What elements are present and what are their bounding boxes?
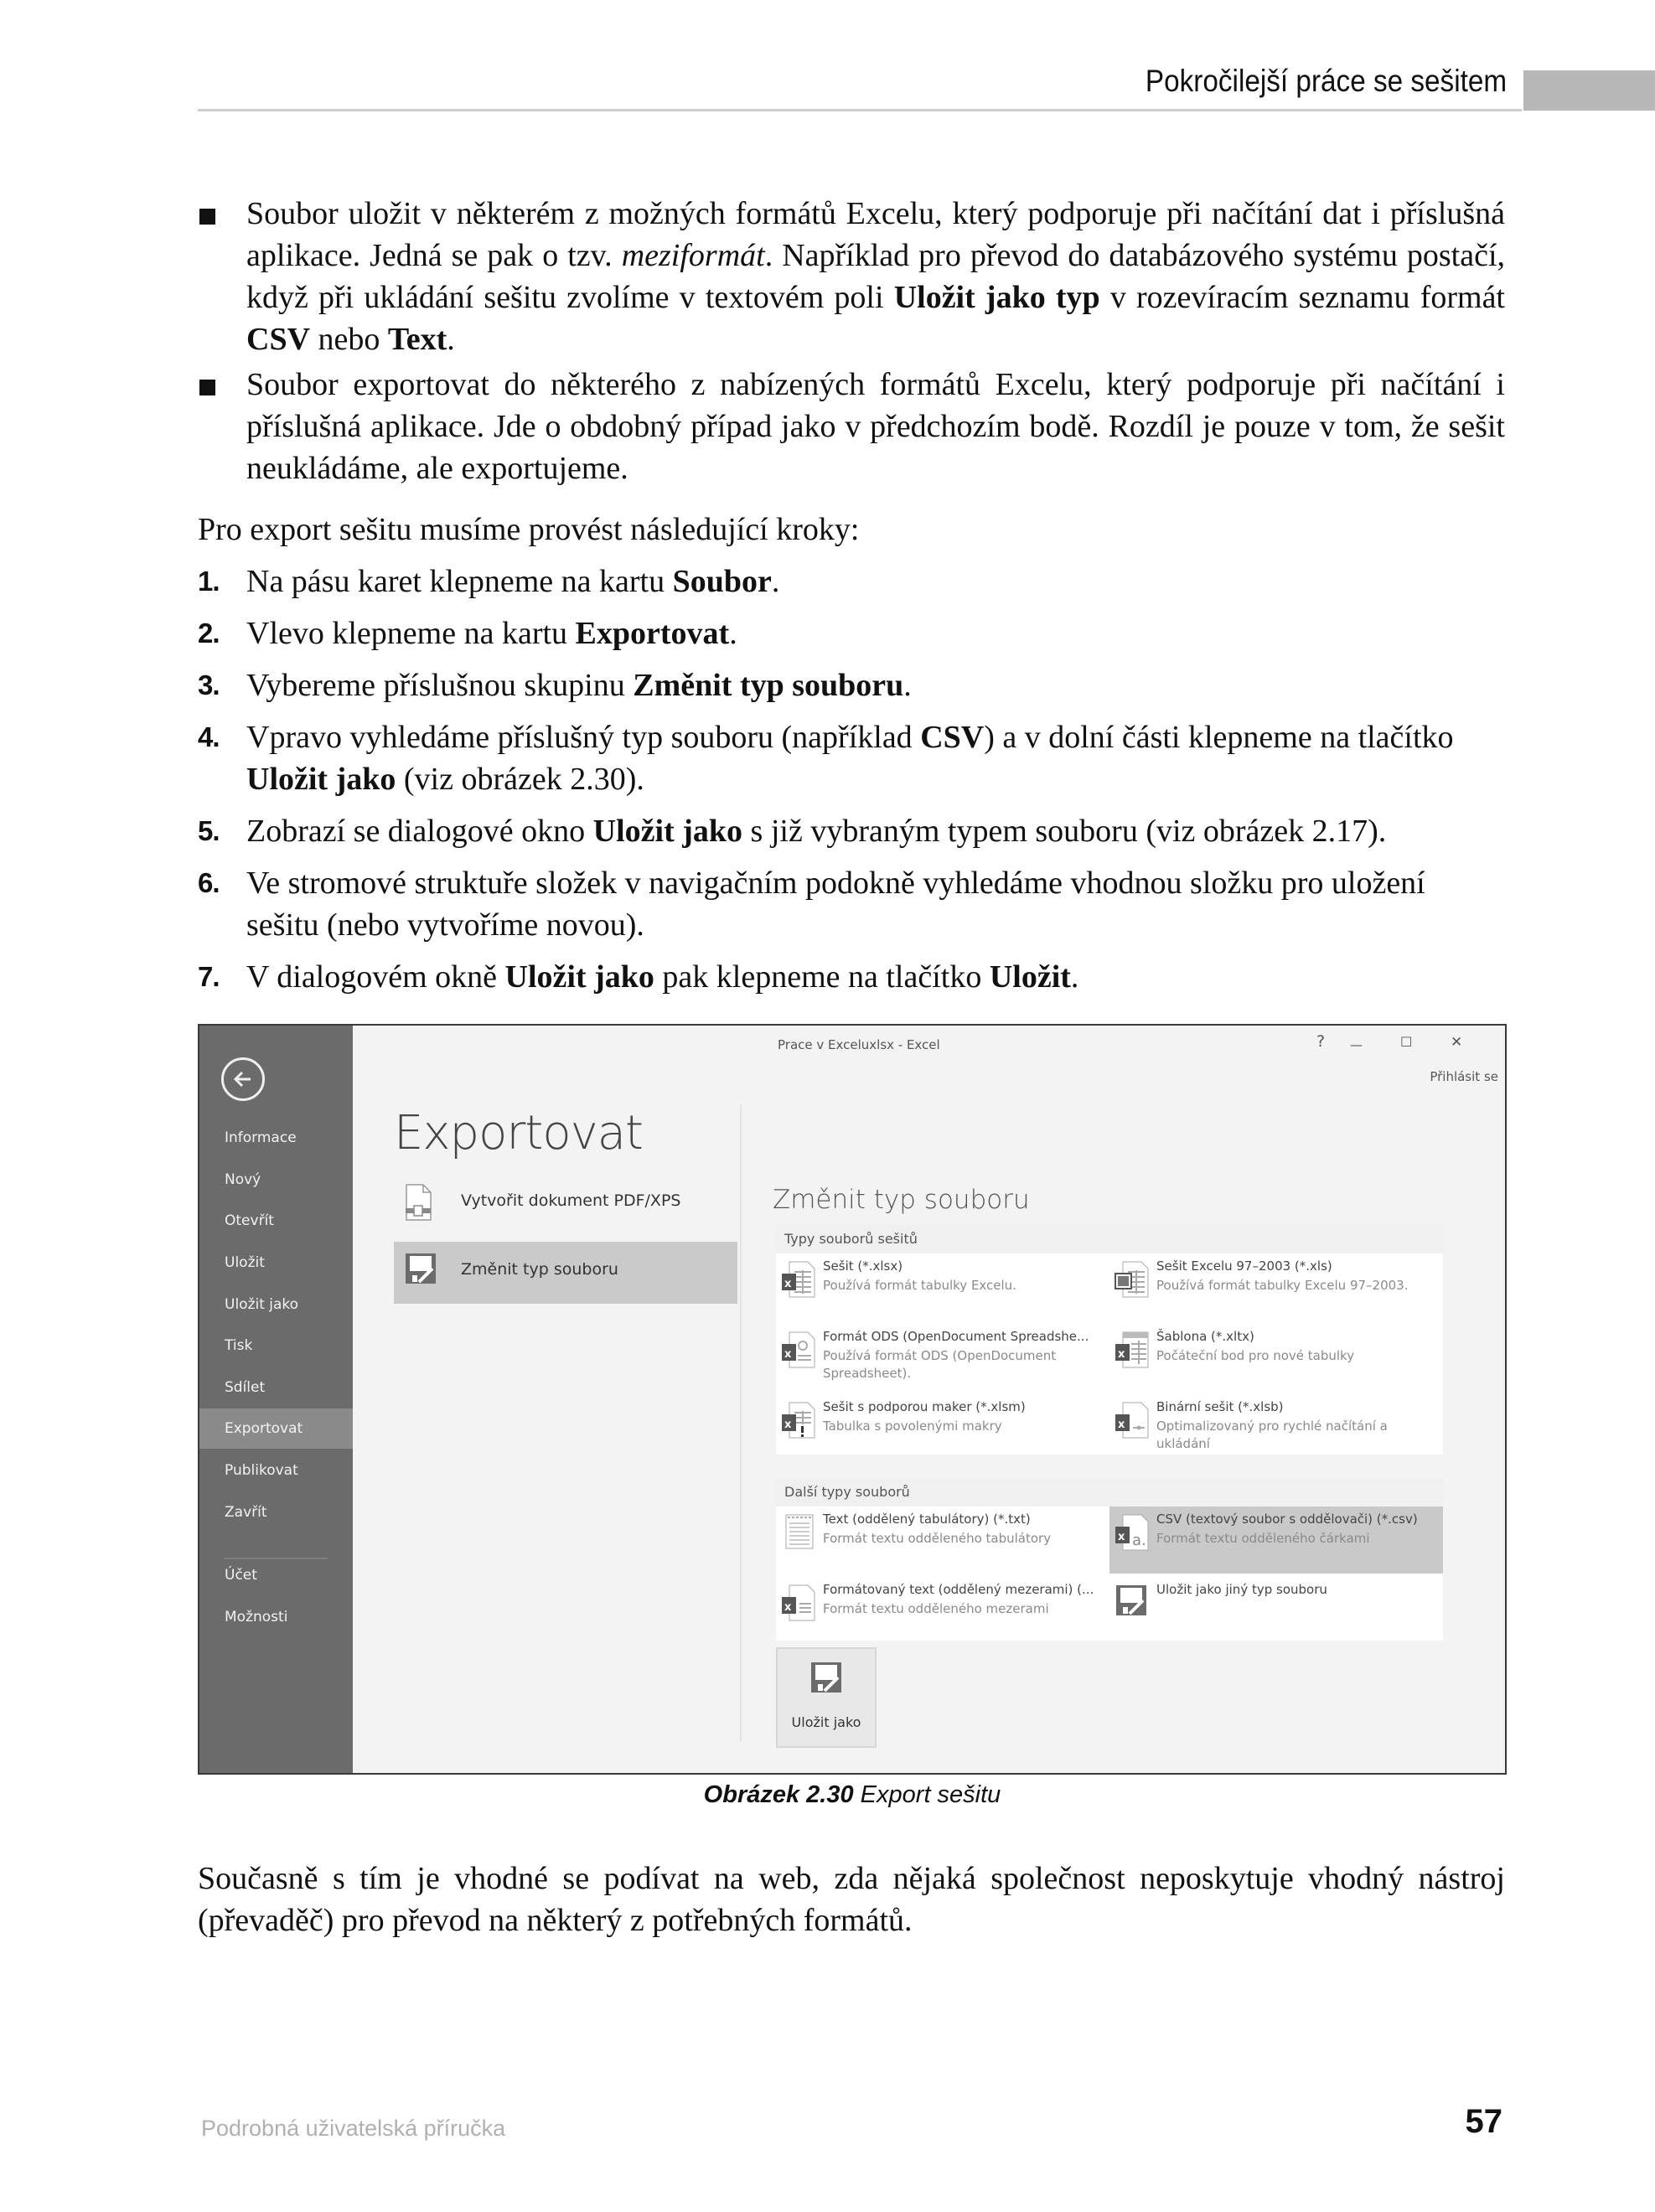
file-type-desc: Počáteční bod pro nové tabulky [1156, 1348, 1355, 1363]
window-title-bar [353, 1026, 1505, 1084]
save-as-icon [809, 1661, 843, 1698]
step-text [246, 616, 737, 651]
text-run: Zobrazí se dialogové okno [246, 814, 593, 849]
svg-text:x: x [1118, 1419, 1125, 1431]
header-rule [198, 109, 1522, 111]
italic-term: meziformát [621, 238, 765, 273]
file-type-name: Šablona (*.xltx) [1156, 1329, 1254, 1344]
text-run: . [771, 564, 780, 599]
bold-term: Uložit jako [504, 959, 654, 995]
save-as-button-label: Uložit jako [791, 1714, 861, 1730]
help-button[interactable]: ? [1316, 1032, 1326, 1051]
file-type-name: Binární sešit (*.xlsb) [1156, 1399, 1284, 1414]
step-number: 6. [198, 867, 220, 898]
nav-item-publikovat[interactable]: Publikovat [225, 1462, 298, 1479]
step-number: 5. [198, 815, 220, 846]
minimize-button[interactable]: — [1350, 1037, 1363, 1052]
back-button[interactable] [221, 1057, 265, 1101]
export-option-label: Změnit typ souboru [461, 1260, 618, 1279]
step-item [198, 561, 1505, 602]
file-type-name: Sešit (*.xlsx) [823, 1258, 903, 1274]
step-item [198, 716, 1505, 800]
bullet-text [246, 196, 1505, 357]
caption-text: Export sešitu [853, 1781, 1001, 1808]
file-type-xltx[interactable] [1109, 1324, 1443, 1391]
svg-text:x: x [784, 1348, 792, 1361]
backstage-nav [199, 1026, 353, 1773]
file-type-name: CSV (textový soubor s oddělovači) (*.csv) [1156, 1512, 1418, 1527]
text-run: pak klepneme na tlačítko [654, 959, 990, 995]
file-type-name: Formátovaný text (oddělený mezerami) (... [823, 1582, 1094, 1597]
text-run: Soubor exportovat do některého z nabízených formátů Excelu, který podporuje při načítání i příslušná aplikace. Jde o obdobný případ jako v předchozím bodě. Rozdíl je pouze v tom, že sešit neukládáme, ale exportujeme. [246, 367, 1505, 486]
nav-item-zavrit[interactable]: Zavřít [225, 1504, 267, 1521]
pdf-document-icon [404, 1183, 432, 1225]
nav-item-informace[interactable]: Informace [225, 1129, 297, 1146]
nav-item-novy[interactable]: Nový [225, 1171, 261, 1188]
step-number: 1. [198, 566, 220, 597]
file-type-desc: Používá formát tabulky Excelu. [823, 1278, 1016, 1293]
text-run: Ve stromové struktuře složek v navigačním podokně vyhledáme vhodnou složku pro uložení sešitu (nebo vytvoříme novou). [246, 866, 1425, 943]
file-type-desc: Formát textu odděleného mezerami [823, 1601, 1049, 1616]
file-type-xlsm[interactable] [776, 1394, 1109, 1461]
change-type-heading: Změnit typ souboru [773, 1185, 1030, 1215]
file-type-desc: Optimalizovaný pro rychlé načítání a ukládání [1156, 1419, 1388, 1451]
text-run: v rozevíracím seznamu formát [1099, 280, 1505, 315]
file-type-xlsb[interactable] [1109, 1394, 1443, 1461]
formatted-text-icon [781, 1584, 816, 1625]
step-item [198, 612, 1505, 654]
binary-workbook-icon [1115, 1401, 1150, 1443]
text-run: s již vybraným typem souboru (viz obrázek 2.17). [742, 814, 1387, 849]
file-type-name: Formát ODS (OpenDocument Spreadshe... [823, 1329, 1089, 1344]
file-type-prn[interactable] [776, 1577, 1109, 1644]
step-text [246, 959, 1078, 995]
export-option-change-file-type[interactable] [394, 1242, 737, 1304]
backstage-page-heading: Exportovat [394, 1106, 643, 1160]
group-workbook-types [776, 1253, 1443, 1455]
nav-item-ucet[interactable]: Účet [225, 1567, 257, 1584]
file-type-csv[interactable] [1109, 1507, 1443, 1574]
svg-text:x: x [1118, 1531, 1125, 1543]
bold-term: Exportovat [575, 616, 730, 651]
bullet-list [198, 193, 1505, 489]
step-item [198, 956, 1505, 998]
excel-workbook-icon [781, 1260, 816, 1302]
square-bullet-icon [199, 380, 215, 395]
excel-template-icon [1115, 1331, 1150, 1372]
running-header [198, 59, 1655, 111]
text-run: (viz obrázek 2.30). [396, 762, 644, 797]
file-type-name: Sešit Excelu 97–2003 (*.xls) [1156, 1258, 1332, 1274]
square-bullet-icon [199, 209, 215, 225]
maximize-button[interactable]: ☐ [1400, 1034, 1413, 1050]
svg-text:x: x [784, 1601, 792, 1614]
caption-label: Obrázek 2.30 [703, 1781, 854, 1808]
text-run: Vpravo vyhledáme příslušný typ souboru (například [246, 720, 921, 755]
step-text [246, 814, 1386, 849]
save-as-button[interactable] [776, 1647, 877, 1748]
file-type-desc: Používá formát tabulky Excelu 97–2003. [1156, 1278, 1409, 1293]
text-run: nebo [310, 322, 388, 357]
bold-term: CSV [246, 322, 311, 357]
bold-term: Uložit jako typ [893, 280, 1100, 315]
bold-term: Uložit jako [592, 814, 743, 849]
export-option-label: Vytvořit dokument PDF/XPS [461, 1191, 681, 1210]
text-run: Vlevo klepneme na kartu [246, 616, 576, 651]
steps-intro: Pro export sešitu musíme provést následující kroky: [198, 512, 860, 547]
group-header-workbook-types: Typy souborů sešitů [776, 1225, 1443, 1253]
text-run: . [1070, 959, 1079, 995]
step-item [198, 810, 1505, 852]
nav-item-sdilet[interactable]: Sdílet [225, 1379, 266, 1396]
file-type-xlsx[interactable] [776, 1253, 1109, 1320]
bullet-item [198, 364, 1505, 489]
closing-paragraph: Současně s tím je vhodné se podívat na web, zda nějaká společnost neposkytuje vhodný nástroj (převaděč) pro převod na některý z potřebných formátů. [198, 1861, 1505, 1938]
file-type-name: Text (oddělený tabulátory) (*.txt) [823, 1512, 1031, 1527]
pane-divider [740, 1105, 742, 1742]
file-type-xls[interactable] [1109, 1253, 1443, 1320]
step-item [198, 862, 1505, 946]
file-type-desc: Formát textu odděleného tabulátory [823, 1531, 1052, 1546]
bullet-text [246, 367, 1505, 486]
group-header-other-types: Další typy souborů [776, 1478, 1443, 1507]
bold-term: CSV [920, 720, 985, 755]
close-button[interactable]: ✕ [1451, 1034, 1463, 1051]
sign-in-link[interactable]: Přihlásit se [1430, 1069, 1498, 1084]
file-type-name: Sešit s podporou maker (*.xlsm) [823, 1399, 1026, 1414]
text-run: . [729, 616, 737, 651]
text-run: . [447, 322, 455, 357]
nav-item-exportovat[interactable]: Exportovat [199, 1408, 353, 1449]
window-title: Prace v Exceluxlsx - Excel [778, 1037, 940, 1052]
step-text [246, 668, 912, 703]
file-type-name: Uložit jako jiný typ souboru [1156, 1582, 1327, 1597]
text-run: Soubor uložit v některém z možných formátů Excelu, který podporuje při načítání dat i příslušná aplikace. Jedná se pak o tzv. [246, 196, 1505, 273]
text-run: ) a v dolní části klepneme na tlačítko [984, 720, 1454, 755]
steps-section [198, 509, 1505, 998]
svg-text:x: x [784, 1419, 792, 1431]
file-type-desc: Používá formát ODS (OpenDocument Spreadsheet). [823, 1348, 1057, 1381]
step-text [246, 720, 1454, 797]
bold-term: Změnit typ souboru [633, 668, 904, 703]
svg-text:x: x [1118, 1348, 1125, 1361]
bold-term: Soubor [672, 564, 772, 599]
page-number: 57 [1465, 2103, 1502, 2140]
nav-item-tisk[interactable]: Tisk [225, 1337, 253, 1354]
step-item [198, 664, 1505, 706]
csv-file-icon [1115, 1513, 1150, 1555]
svg-text:a.: a. [1132, 1532, 1146, 1549]
chapter-title: Pokročilejší práce se sešitem [1145, 64, 1507, 98]
step-number: 3. [198, 669, 220, 700]
step-text [246, 866, 1425, 943]
nav-item-moznosti[interactable]: Možnosti [225, 1609, 288, 1625]
excel-export-screenshot [198, 1024, 1507, 1775]
step-number: 7. [198, 961, 220, 992]
file-type-txt[interactable] [776, 1507, 1109, 1574]
back-arrow-icon [232, 1068, 254, 1090]
file-type-other[interactable] [1109, 1577, 1443, 1644]
file-type-desc: Tabulka s povolenými makry [823, 1419, 1002, 1434]
bold-term: Uložit [989, 959, 1071, 995]
text-run: . Například pro převod do databázového systému postačí, když při ukládání sešitu zvolíme v textovém poli [246, 238, 1506, 315]
text-run: Vybereme příslušnou skupinu [246, 668, 634, 703]
bold-term: Uložit jako [246, 762, 396, 797]
steps-list [198, 561, 1505, 998]
save-as-icon [404, 1252, 437, 1289]
file-type-desc: Formát textu odděleného čárkami [1156, 1531, 1370, 1546]
text-file-icon [781, 1513, 816, 1555]
file-type-ods[interactable] [776, 1324, 1109, 1391]
nav-item-ulozit-jako[interactable]: Uložit jako [225, 1296, 299, 1313]
step-number: 2. [198, 618, 220, 649]
footer-book-title: Podrobná uživatelská příručka [201, 2116, 506, 2141]
nav-item-ulozit[interactable]: Uložit [225, 1254, 265, 1271]
step-text [246, 564, 779, 599]
group-other-types [776, 1507, 1443, 1641]
figure-caption [198, 1781, 1507, 1809]
bullet-item [198, 193, 1505, 360]
nav-item-otevrit[interactable]: Otevřít [225, 1212, 274, 1229]
macro-workbook-icon [781, 1401, 816, 1443]
header-tab-marker [1523, 70, 1655, 111]
bold-term: Text [387, 322, 447, 357]
text-run: Na pásu karet klepneme na kartu [246, 564, 673, 599]
ods-file-icon [781, 1331, 816, 1372]
text-run: V dialogovém okně [246, 959, 505, 995]
step-number: 4. [198, 721, 220, 752]
export-option-pdf-xps[interactable] [394, 1173, 737, 1235]
save-as-icon [1115, 1584, 1148, 1620]
text-run: . [903, 668, 912, 703]
svg-text:x: x [784, 1278, 792, 1290]
excel-legacy-workbook-icon [1115, 1260, 1150, 1302]
